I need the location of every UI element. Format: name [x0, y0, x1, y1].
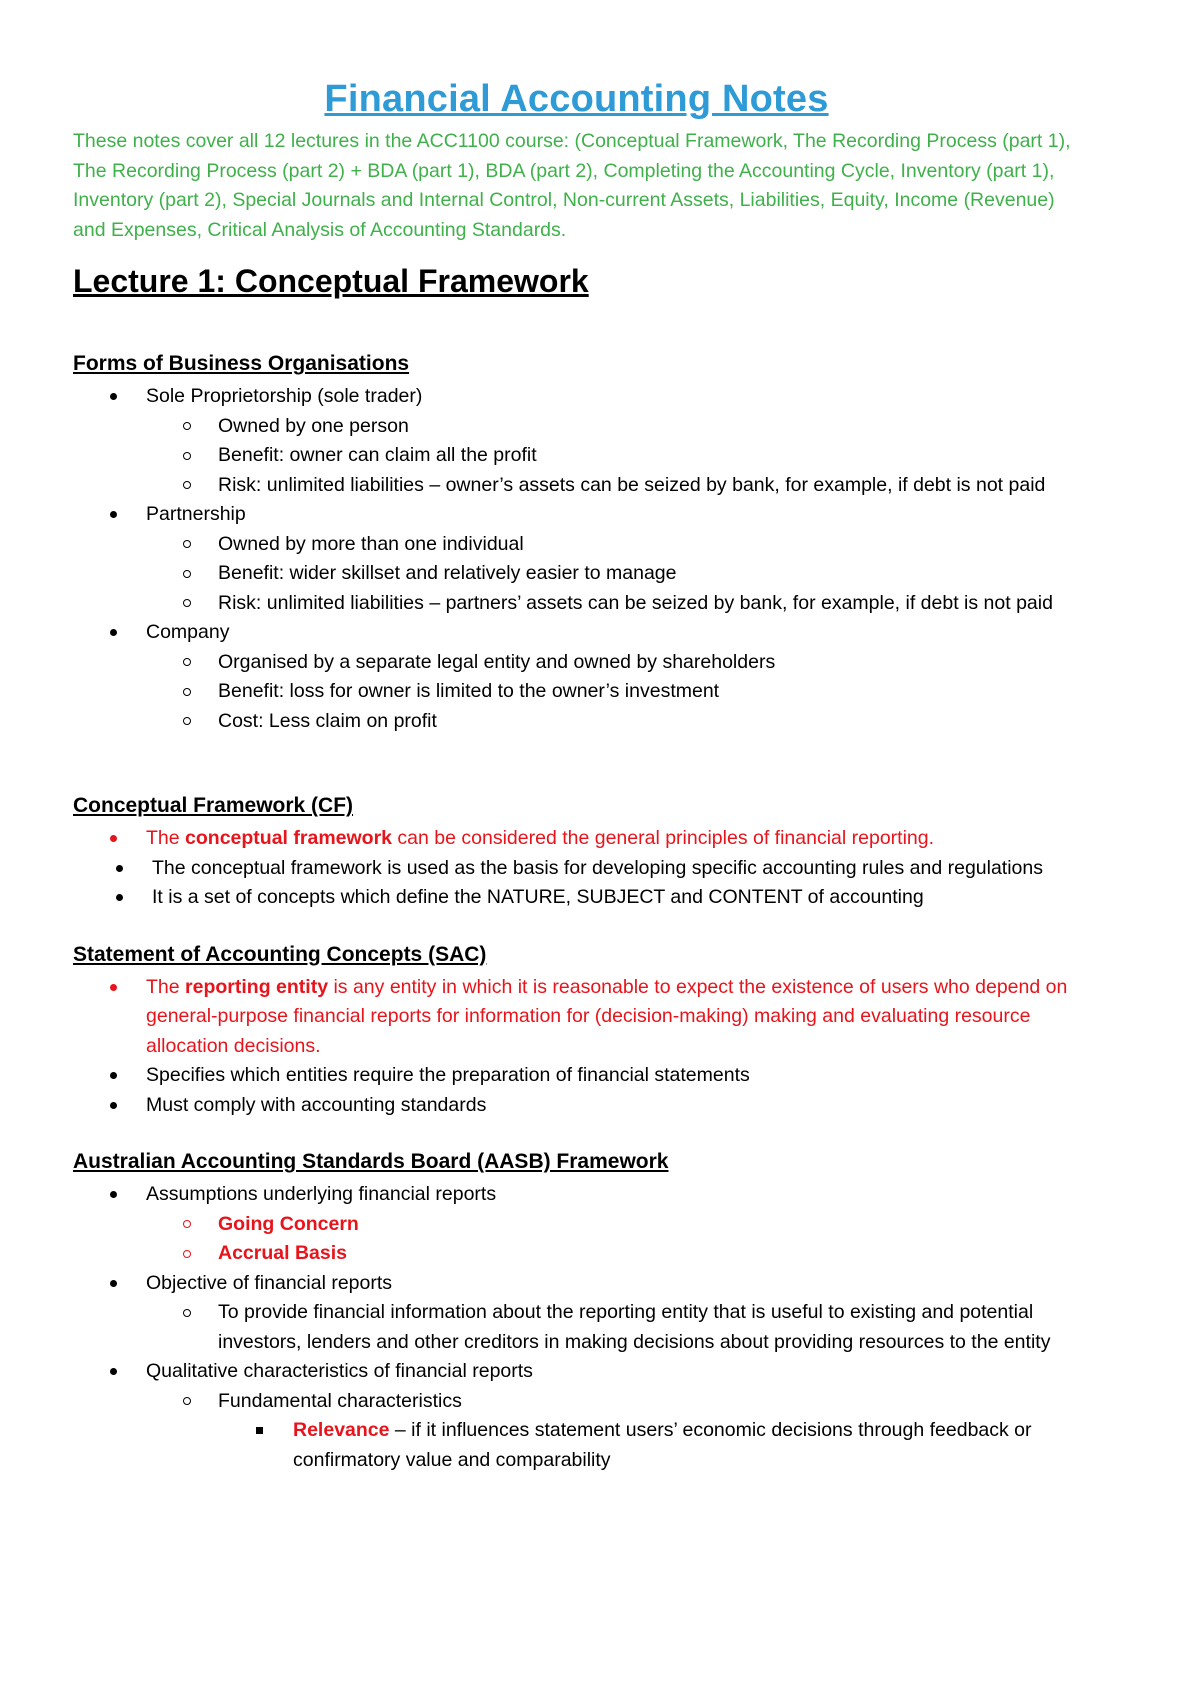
list-item [73, 677, 1080, 707]
list-item [73, 1298, 1080, 1357]
list-item [73, 1180, 1080, 1269]
bullet-icon [110, 1269, 117, 1299]
bullet-icon [110, 382, 117, 412]
list-item [73, 589, 1080, 619]
list-item-text: Company [146, 621, 230, 643]
list-item-text: Objective of financial reports [146, 1271, 393, 1294]
list-item-text-pre: The [146, 827, 186, 849]
list-item-text: Risk: unlimited liabilities – partners’ assets can be seized by bank, for example, if debt is not paid [218, 591, 1053, 614]
cf-list [73, 824, 1080, 913]
list-item-text: Must comply with accounting standards [146, 1093, 487, 1116]
forms-list [73, 382, 1080, 736]
circle-bullet-icon [183, 1298, 191, 1328]
list-item [73, 1269, 1080, 1358]
list-item-text: It is a set of concepts which define the NATURE, SUBJECT and CONTENT of accounting [152, 886, 924, 908]
list-item-text-post: is any entity in which it is reasonable to expect the existence of users who depend on general-purpose financial reports for information for (decision-making) making and evaluating resource allocation decisions. [146, 975, 1068, 1057]
list-item-text: To provide financial information about the reporting entity that is useful to existing and potential investors, lenders and other creditors in making decisions about providing resources to the entity [218, 1301, 1051, 1353]
list-item-text: Qualitative characteristics of financial reports [146, 1360, 533, 1382]
circle-bullet-icon [183, 1239, 191, 1269]
section-title-cf: Conceptual Framework (CF) [73, 794, 354, 817]
list-item [73, 1387, 1080, 1476]
list-item-text: Organised by a separate legal entity and owned by shareholders [218, 650, 776, 673]
list-item [73, 1061, 1080, 1091]
list-item-text-post: can be considered the general principles of financial reporting. [392, 827, 935, 849]
list-item [73, 707, 1080, 737]
circle-bullet-icon [183, 441, 191, 471]
list-item [73, 559, 1080, 589]
circle-bullet-icon [183, 677, 191, 707]
bullet-icon [110, 1061, 117, 1091]
list-item [73, 1239, 1080, 1269]
bullet-icon [110, 973, 117, 1003]
list-item-text: Assumptions underlying financial reports [146, 1183, 497, 1205]
page-title: Financial Accounting Notes [324, 78, 829, 120]
term-accrual-basis: Accrual Basis [218, 1242, 347, 1264]
section-sac [73, 943, 1080, 1121]
term-relevance: Relevance [293, 1419, 390, 1441]
list-item-text: Risk: unlimited liabilities – owner’s assets can be seized by bank, for example, if debt is not paid [218, 473, 1046, 496]
square-bullet-icon [256, 1416, 263, 1446]
list-item [73, 471, 1080, 501]
section-aasb [73, 1150, 1080, 1475]
list-item-text: Sole Proprietorship (sole trader) [146, 385, 423, 407]
list-item [73, 973, 1080, 1062]
list-item-text: Partnership [146, 503, 246, 525]
list-item [73, 382, 1080, 500]
circle-bullet-icon [183, 707, 191, 737]
list-item [73, 824, 1080, 854]
list-item [73, 1357, 1080, 1475]
list-item-text: Cost: Less claim on profit [218, 709, 437, 732]
intro-paragraph: These notes cover all 12 lectures in the ACC1100 course: (Conceptual Framework, The Recording Process (part 1), The Recording Process (part 2) + BDA (part 1), BDA (part 2), Completing the Accounting Cycle, Inventory (part 1), Inventory (part 2), Special Journals and Internal Control, Non-current Assets, Liabilities, Equity, Income (Revenue) and Expenses, Critical Analysis of Accounting Standards. [73, 130, 1071, 241]
list-item [73, 648, 1080, 678]
circle-bullet-icon [183, 648, 191, 678]
bullet-icon [110, 1357, 117, 1387]
bullet-icon [110, 618, 117, 648]
section-title-sac: Statement of Accounting Concepts (SAC) [73, 942, 487, 966]
circle-bullet-icon [183, 1387, 191, 1417]
circle-bullet-icon [183, 530, 191, 560]
section-cf [73, 794, 1080, 913]
term-reporting-entity: reporting entity [185, 975, 329, 998]
list-item [73, 530, 1080, 560]
section-title-forms: Forms of Business Organisations [73, 352, 410, 375]
list-item [73, 500, 1080, 618]
list-item-text: The conceptual framework is used as the basis for developing specific accounting rules and regulations [152, 856, 1044, 879]
circle-bullet-icon [183, 559, 191, 589]
list-item [73, 883, 1080, 913]
aasb-list [73, 1180, 1080, 1475]
bullet-icon [110, 500, 117, 530]
list-item-text: Fundamental characteristics [218, 1389, 462, 1412]
list-item-text: Benefit: loss for owner is limited to the owner’s investment [218, 680, 720, 702]
list-item [73, 1210, 1080, 1240]
circle-bullet-icon [183, 412, 191, 442]
sac-list [73, 973, 1080, 1121]
bullet-icon [110, 1091, 117, 1121]
list-item [73, 1416, 1080, 1475]
bullet-icon [116, 883, 123, 913]
term-conceptual-framework: conceptual framework [185, 827, 393, 849]
term-going-concern: Going Concern [218, 1212, 359, 1235]
list-item [73, 1091, 1080, 1121]
list-item-text: Owned by more than one individual [218, 532, 524, 555]
list-item [73, 412, 1080, 442]
section-forms [73, 352, 1080, 736]
bullet-icon [110, 1180, 117, 1210]
list-item-text-pre: The [146, 975, 186, 998]
lecture-heading: Lecture 1: Conceptual Framework [73, 263, 589, 299]
list-item-text: – if it influences statement users’ economic decisions through feedback or confirmatory value and comparability [293, 1419, 1032, 1471]
list-item-text: Owned by one person [218, 414, 409, 437]
bullet-icon [110, 824, 117, 854]
circle-bullet-icon [183, 1210, 191, 1240]
list-item [73, 618, 1080, 736]
section-title-aasb: Australian Accounting Standards Board (AASB) Framework [73, 1150, 669, 1173]
list-item-text: Specifies which entities require the preparation of financial statements [146, 1064, 750, 1086]
list-item-text: Benefit: wider skillset and relatively easier to manage [218, 562, 677, 584]
list-item [73, 441, 1080, 471]
circle-bullet-icon [183, 471, 191, 501]
bullet-icon [116, 854, 123, 884]
list-item [73, 854, 1080, 884]
circle-bullet-icon [183, 589, 191, 619]
list-item-text: Benefit: owner can claim all the profit [218, 444, 537, 466]
